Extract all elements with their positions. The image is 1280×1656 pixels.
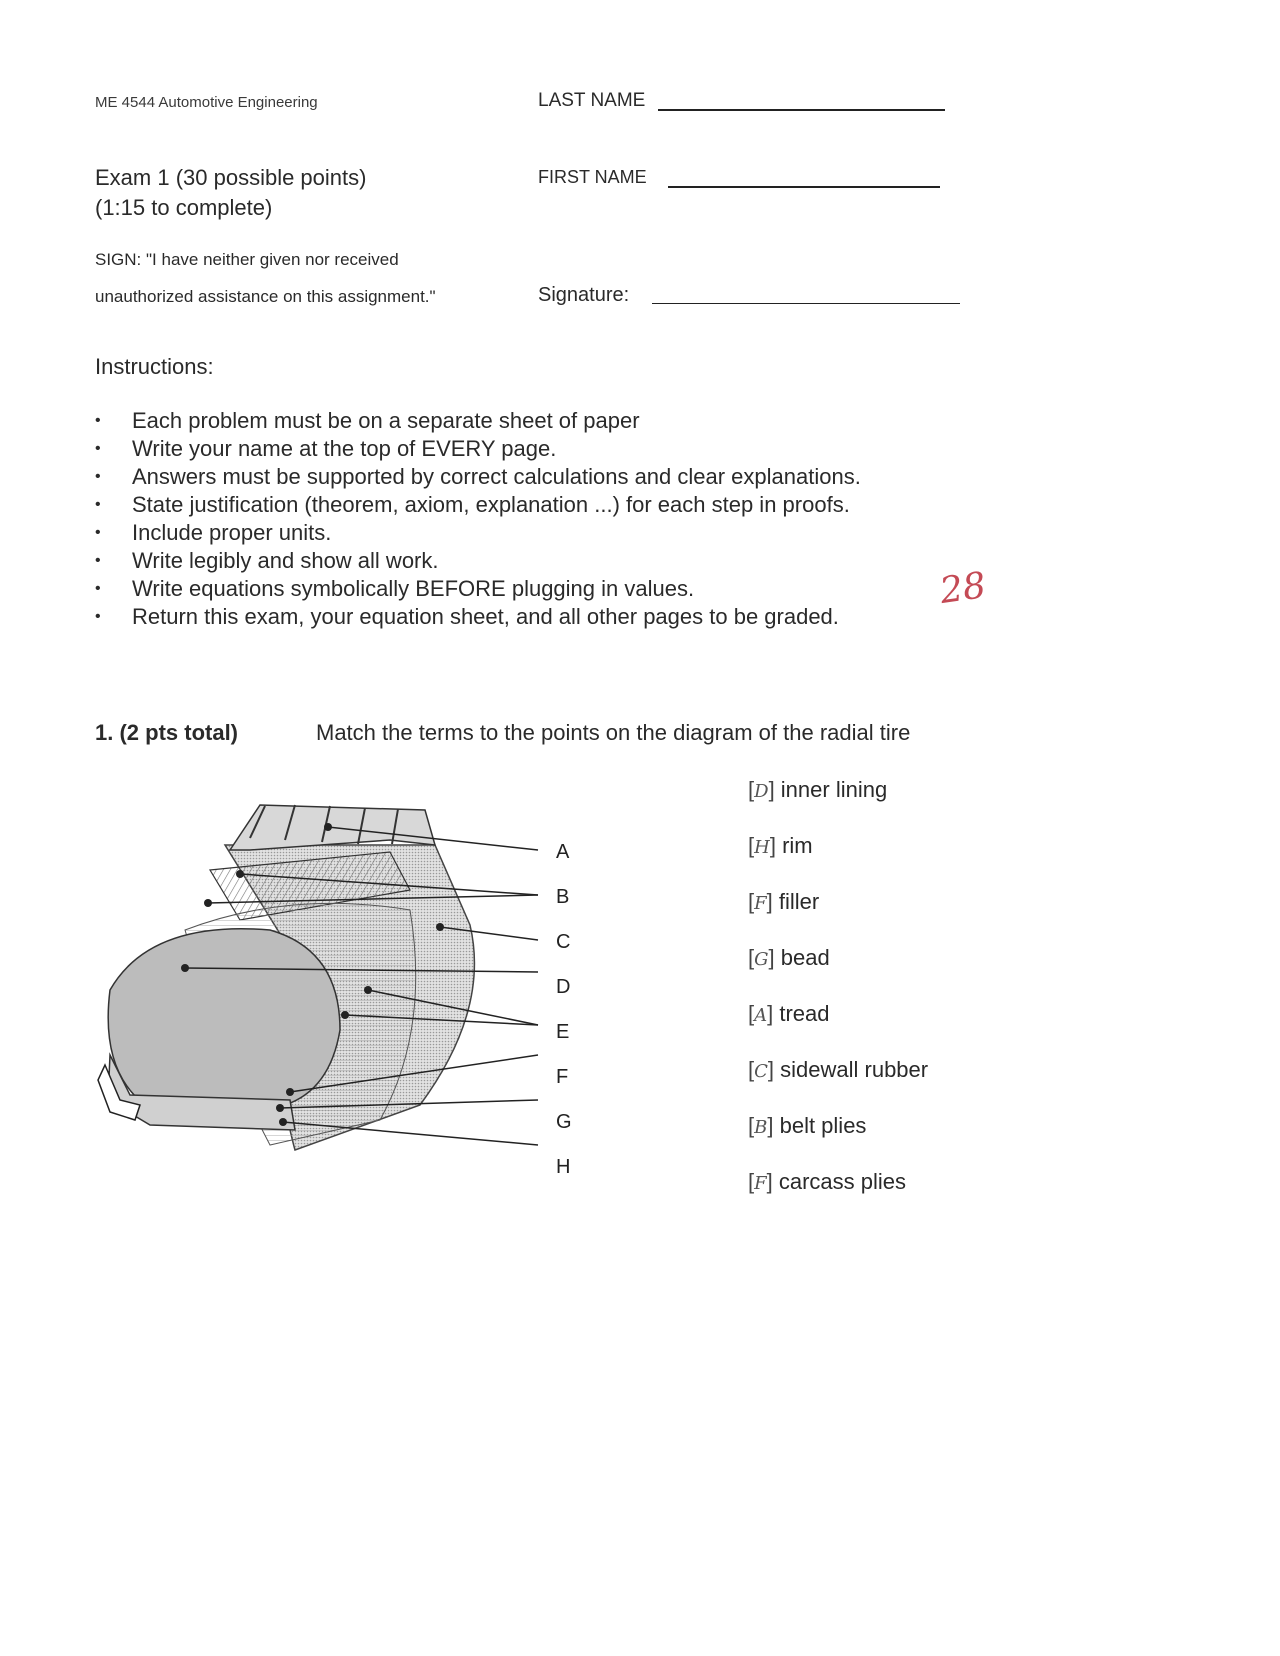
instruction-text: Write legibly and show all work. [132, 548, 439, 573]
handwritten-answer: F [754, 893, 767, 914]
diagram-label-d: D [556, 976, 571, 998]
handwritten-answer: D [754, 781, 769, 802]
instruction-text: Return this exam, your equation sheet, and all other pages to be graded. [132, 604, 839, 629]
diagram-label-c: C [556, 931, 571, 953]
match-tread: [A] tread [748, 1001, 830, 1026]
handwritten-answer: H [754, 837, 770, 858]
match-inner-lining: [D] inner lining [748, 777, 888, 802]
exam-title-line2: (1:15 to complete) [95, 195, 273, 220]
course-title: ME 4544 Automotive Engineering [95, 94, 318, 111]
exam-title-line1: Exam 1 (30 possible points) [95, 165, 367, 190]
bullet: • [95, 580, 101, 597]
instructions-list [95, 407, 861, 631]
instructions-heading: Instructions: [95, 354, 214, 379]
bullet: • [95, 440, 101, 457]
instruction-item [95, 435, 861, 463]
match-filler: [F] filler [748, 889, 820, 914]
match-term: rim [782, 833, 813, 858]
signature-label: Signature: [538, 284, 630, 306]
match-rim: [H] rim [748, 833, 813, 858]
instruction-item [95, 575, 861, 603]
match-belt-plies: [B] belt plies [748, 1113, 867, 1138]
instruction-item [95, 463, 861, 491]
bullet: • [95, 552, 101, 569]
first-name-line [668, 186, 940, 188]
match-sidewall-rubber: [C] sidewall rubber [748, 1057, 929, 1082]
diagram-label-g: G [556, 1111, 572, 1133]
bullet: • [95, 524, 101, 541]
bullet: • [95, 496, 101, 513]
first-name-label: FIRST NAME [538, 167, 647, 187]
match-term: belt plies [779, 1113, 867, 1138]
instruction-text: Write equations symbolically BEFORE plugging in values. [132, 576, 695, 601]
bullet: • [95, 468, 101, 485]
diagram-label-e: E [556, 1021, 570, 1043]
match-term: sidewall rubber [780, 1057, 929, 1082]
handwritten-answer: G [754, 949, 769, 970]
bullet: • [95, 608, 101, 625]
instruction-text: Each problem must be on a separate sheet of paper [132, 408, 640, 433]
instruction-text: Write your name at the top of EVERY page. [132, 436, 557, 461]
instruction-text: Include proper units. [132, 520, 332, 545]
match-term: inner lining [780, 777, 888, 802]
instruction-text: Answers must be supported by correct calculations and clear explanations. [132, 464, 861, 489]
grade-mark: 28 [937, 565, 989, 612]
instruction-text: State justification (theorem, axiom, explanation ...) for each step in proofs. [132, 492, 850, 517]
exam-title [95, 163, 366, 223]
signature-line [652, 303, 960, 304]
instruction-item [95, 491, 861, 519]
radial-tire-diagram [90, 800, 590, 1220]
handwritten-answer: F [754, 1173, 767, 1194]
match-carcass-plies: [F] carcass plies [748, 1169, 907, 1194]
tire-inner-lining [108, 929, 340, 1105]
question-1-text: Match the terms to the points on the diagram of the radial tire [316, 720, 911, 745]
diagram-label-f: F [556, 1066, 569, 1088]
honor-statement-line1: SIGN: "I have neither given nor received [95, 250, 399, 269]
last-name-line [658, 109, 945, 111]
diagram-label-b: B [556, 886, 570, 908]
diagram-label-h: H [556, 1156, 571, 1178]
instruction-item [95, 603, 861, 631]
handwritten-answer: C [754, 1061, 768, 1082]
last-name-label: LAST NAME [538, 90, 646, 111]
match-term: carcass plies [778, 1169, 907, 1194]
question-1-number: 1. (2 pts total) [95, 720, 239, 745]
bullet: • [95, 412, 101, 429]
handwritten-answer: A [754, 1005, 768, 1026]
instruction-item [95, 519, 861, 547]
instruction-item [95, 407, 861, 435]
handwritten-answer: B [754, 1117, 768, 1138]
match-term: bead [780, 945, 830, 970]
match-term: tread [779, 1001, 830, 1026]
diagram-label-a: A [556, 841, 570, 863]
honor-statement-line2: unauthorized assistance on this assignment." [95, 287, 436, 306]
match-bead: [G] bead [748, 945, 830, 970]
instruction-item [95, 547, 861, 575]
match-term: filler [778, 889, 820, 914]
